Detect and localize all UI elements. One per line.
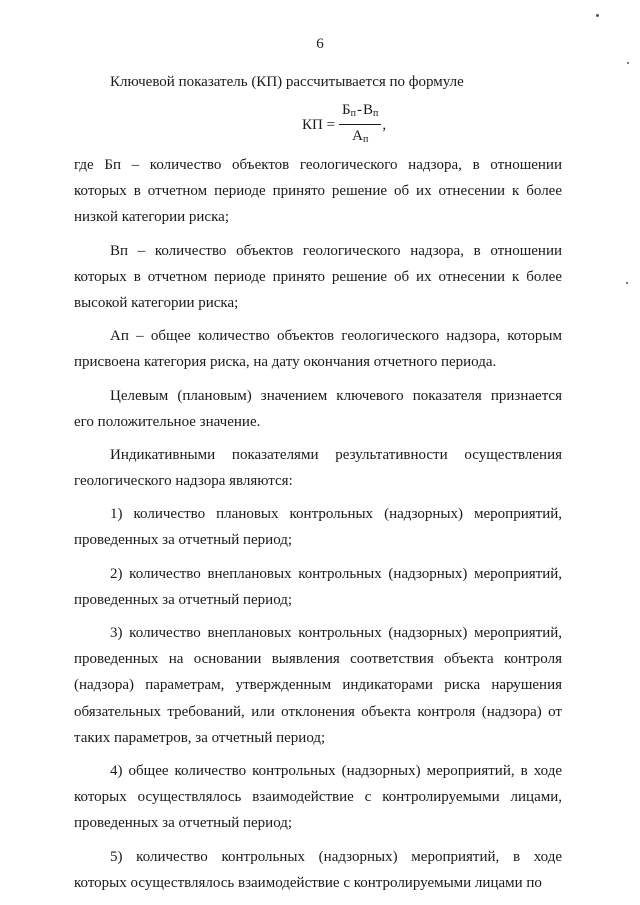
paragraph-line: проведенных за отчетный период;	[74, 532, 293, 549]
formula-intro: Ключевой показатель (КП) рассчитывается по формуле	[110, 74, 464, 90]
fraction-numerator	[339, 101, 381, 125]
page-number: 6	[316, 36, 324, 52]
paragraph-line: высокой категории риска;	[74, 294, 239, 311]
paragraph-line: Вп – количество объектов геологического надзора, в отношении	[110, 242, 562, 259]
denominator-term-a-sub: п	[362, 134, 369, 145]
paragraph-line: 5) количество контрольных (надзорных) мероприятий, в ходе	[110, 848, 562, 865]
kp-formula	[302, 102, 386, 148]
paragraph-line: 4) общее количество контрольных (надзорных) мероприятий, в ходе	[110, 762, 562, 779]
paragraph-line: 2) количество внеплановых контрольных (надзорных) мероприятий,	[110, 565, 562, 582]
paragraph	[74, 758, 562, 837]
paragraph-line: обязательных требований, или отклонения объекта контроля (надзора) от	[74, 703, 562, 720]
scan-speck	[627, 62, 629, 64]
paragraph-line: 1) количество плановых контрольных (надзорных) мероприятий,	[110, 506, 562, 523]
paragraph-line: которых осуществлялось взаимодействие с контролируемыми лицами по	[74, 874, 542, 891]
formula-fraction	[339, 101, 381, 149]
paragraph-line: Ап – общее количество объектов геологического надзора, которым	[110, 328, 562, 345]
paragraph	[74, 501, 562, 553]
paragraph	[74, 152, 562, 231]
paragraph-line: 3) количество внеплановых контрольных (надзорных) мероприятий,	[110, 625, 562, 641]
paragraph	[74, 238, 562, 317]
scan-speck	[596, 14, 599, 17]
numerator-term-b-sub: п	[350, 108, 357, 119]
paragraph-line: таких параметров, за отчетный период;	[74, 729, 326, 746]
formula-lhs: КП =	[302, 116, 336, 133]
numerator-term-b: Б	[342, 102, 351, 118]
paragraph-line: Индикативными показателями результативности осуществления	[110, 446, 562, 463]
paragraph	[74, 323, 562, 375]
scan-speck	[626, 282, 628, 284]
paragraph-line: где Бп – количество объектов геологического надзора, в отношении	[74, 157, 562, 173]
document-body	[74, 152, 562, 903]
paragraph-line: которых в отчетном периоде принято решение об их отнесении к более	[74, 268, 562, 285]
paragraph-line: присвоена категория риска, на дату окончания отчетного периода.	[74, 354, 497, 371]
paragraph	[74, 844, 562, 896]
paragraph-line: низкой категории риска;	[74, 209, 229, 226]
paragraph-line: его положительное значение.	[74, 413, 261, 430]
numerator-term-v-sub: п	[373, 108, 379, 119]
fraction-denominator	[352, 125, 368, 149]
paragraph-line: геологического надзора являются:	[74, 473, 293, 490]
formula-comma: ,	[382, 116, 387, 133]
paragraph	[74, 620, 562, 751]
paragraph-line: проведенных за отчетный период;	[74, 591, 293, 608]
paragraph-line: (надзора) параметрам, утвержденным индикаторами риска нарушения	[74, 677, 562, 694]
numerator-term-v: В	[363, 102, 374, 118]
paragraph	[74, 383, 562, 435]
paragraph	[74, 442, 562, 494]
paragraph-line: проведенных за отчетный период;	[74, 815, 293, 832]
paragraph	[74, 561, 562, 613]
paragraph-line: которых в отчетном периоде принято решение об их отнесении к более	[74, 183, 562, 200]
paragraph-line: проведенных на основании выявления соответствия объекта контроля	[74, 651, 562, 668]
paragraph-line: которых осуществлялось взаимодействие с контролируемыми лицами,	[74, 789, 562, 806]
denominator-term-a: А	[352, 128, 363, 144]
paragraph-line: Целевым (плановым) значением ключевого показателя признается	[110, 387, 562, 404]
numerator-minus: -	[357, 102, 363, 118]
